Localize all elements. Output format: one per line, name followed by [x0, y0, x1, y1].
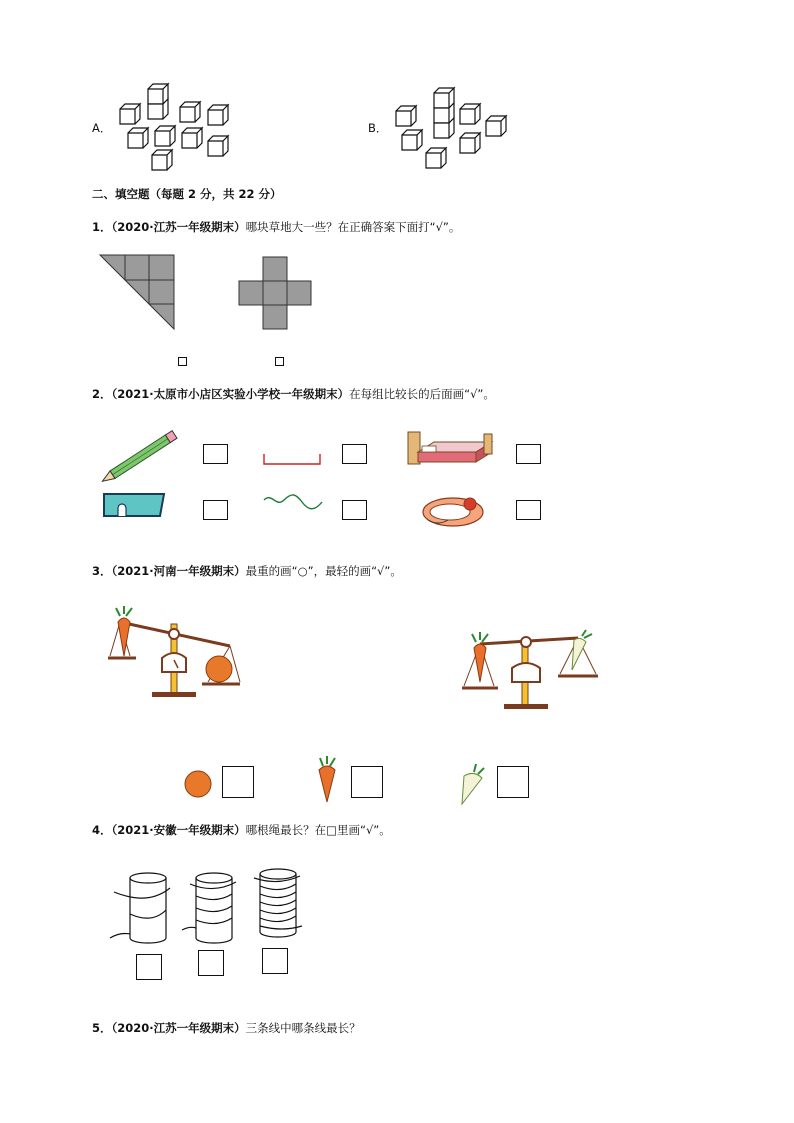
question-2-number: 2．: [92, 387, 112, 401]
question-4-source: （2021·安徽一年级期末）: [111, 823, 246, 837]
orange-icon: [183, 768, 213, 798]
question-3-source: （2021·河南一年级期末）: [111, 564, 246, 578]
answer-box-q1-b[interactable]: [275, 357, 284, 366]
question-5-text: 三条线中哪条线最长？: [245, 1021, 361, 1035]
question-3: [92, 563, 402, 579]
answer-box-q4-rope-2[interactable]: [198, 950, 224, 976]
answer-box-q2-wave[interactable]: [342, 500, 367, 520]
bed-image: [404, 430, 496, 470]
answer-box-q2-bracket[interactable]: [342, 444, 367, 464]
radish-icon: [456, 762, 486, 806]
bracket-line-image: [262, 452, 322, 468]
question-1: [92, 219, 460, 235]
answer-box-q1-a[interactable]: [178, 357, 187, 366]
answer-box-q2-cat[interactable]: [516, 500, 541, 520]
question-4: [92, 822, 391, 838]
question-1-number: 1．: [92, 220, 112, 234]
question-3-number: 3．: [92, 564, 112, 578]
carrot-icon: [315, 756, 339, 804]
pencil-image: [96, 428, 186, 488]
balance-scale-right: [460, 628, 600, 712]
section-title: 二、填空题（每题 2 分，共 22 分）: [92, 187, 282, 201]
sleeping-cat-image: [420, 490, 486, 530]
answer-box-q2-case[interactable]: [203, 500, 228, 520]
answer-box-q3-orange[interactable]: [222, 766, 254, 798]
answer-box-q3-carrot[interactable]: [351, 766, 383, 798]
wavy-line-image: [262, 492, 324, 514]
question-2-source: （2021·太原市小店区实验小学校一年级期末）: [111, 387, 350, 401]
question-2: [92, 386, 495, 402]
question-2-text: 在每组比较长的后面画“√”。: [349, 387, 495, 401]
question-1-source: （2020·江苏一年级期末）: [111, 220, 246, 234]
answer-box-q4-rope-1[interactable]: [136, 954, 162, 980]
answer-box-q2-pencil[interactable]: [203, 444, 228, 464]
question-3-text: 最重的画“○”，最轻的画“√”。: [245, 564, 402, 578]
grass-triangle-figure: [100, 255, 180, 331]
pencil-case-image: [100, 490, 168, 520]
choice-b-label: B．: [368, 121, 388, 135]
question-5-source: （2020·江苏一年级期末）: [111, 1021, 246, 1035]
balance-scale-left: [106, 606, 246, 702]
cube-figure-b: [0, 0, 794, 200]
question-5: [92, 1020, 361, 1036]
question-5-number: 5．: [92, 1021, 112, 1035]
answer-box-q2-bed[interactable]: [516, 444, 541, 464]
grass-cross-figure: [239, 257, 313, 331]
question-1-text: 哪块草地大一些？在正确答案下面打“√”。: [245, 220, 461, 234]
choice-a-label: A．: [92, 121, 112, 135]
rope-cylinders-image: [110, 866, 310, 946]
answer-box-q4-rope-3[interactable]: [262, 948, 288, 974]
answer-box-q3-radish[interactable]: [497, 766, 529, 798]
question-4-text: 哪根绳最长？在□里画“√”。: [245, 823, 391, 837]
question-4-number: 4．: [92, 823, 112, 837]
